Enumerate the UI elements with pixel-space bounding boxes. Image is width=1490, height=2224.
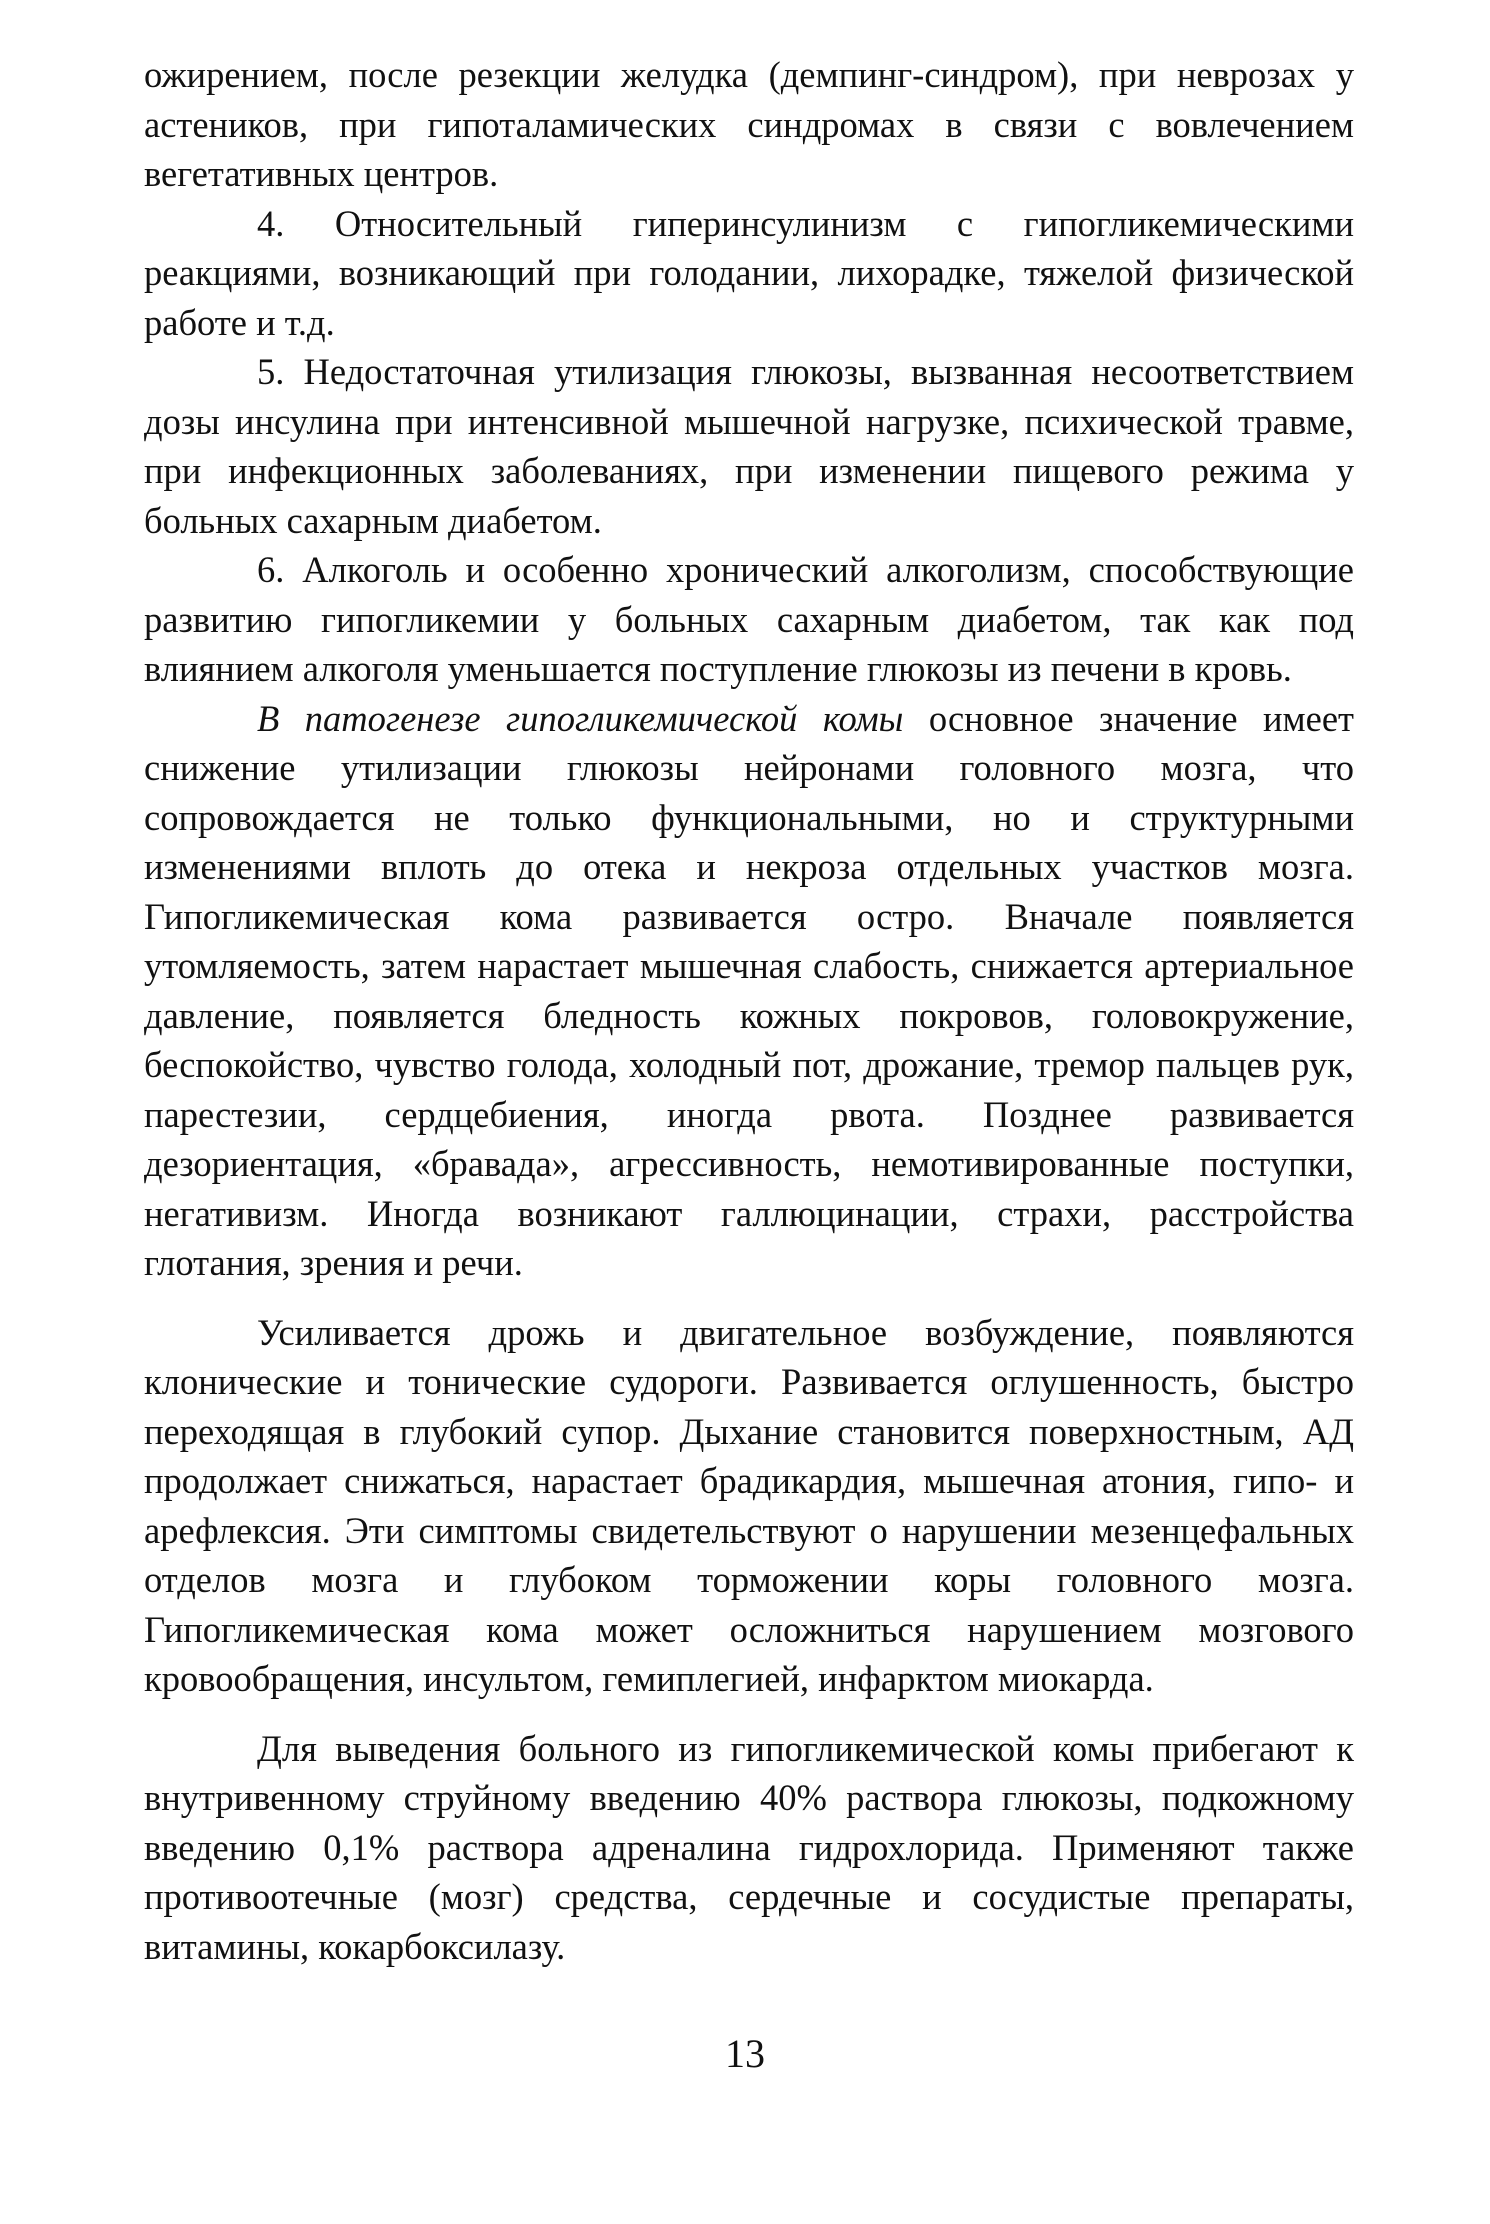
paragraph-continuation: ожирением, после резекции желудка (демпинг-синдром), при неврозах у астеников, при гипоталамических синдромах в связи с вовлечением вегетативных центров. [144, 54, 1354, 194]
page-body [144, 50, 1354, 1971]
list-item-4: 4. Относительный гиперинсулинизм с гипогликемическими реакциями, возникающий при голодании, лихорадке, тяжелой физической работе и т.д. [144, 202, 1354, 343]
paragraph-symptoms: Усиливается дрожь и двигательное возбуждение, появляются клонические и тонические судороги. Развивается оглушенность, быстро переходящая в глубокий супор. Дыхание становится поверхностным, АД продолжает снижаться, нарастает брадикардия, мышечная атония, гипо- и арефлексия. Эти симптомы свидетельствуют о нарушении мезенцефальных отделов мозга и глубоком торможении коры головного мозга. Гипогликемическая кома может осложниться нарушением мозгового кровообращения, инсультом, гемиплегией, инфарктом миокарда. [144, 1311, 1354, 1699]
list-item-6: 6. Алкоголь и особенно хронический алкоголизм, способствующие развитию гипогликемии у больных сахарным диабетом, так как под влиянием алкоголя уменьшается поступление глюкозы из печени в кровь. [144, 549, 1354, 689]
list-item-5: 5. Недостаточная утилизация глюкозы, вызванная несоответствием дозы инсулина при интенсивной мышечной нагрузке, психической травме, при инфекционных заболеваниях, при изменении пищевого режима у больных сахарным диабетом. [144, 351, 1354, 541]
pathogenesis-italic-lead: В патогенезе гипогликемической комы [257, 697, 904, 739]
paragraph-pathogenesis [144, 694, 1354, 1288]
page-number: 13 [725, 2031, 765, 2076]
paragraph-treatment: Для выведения больного из гипогликемической комы прибегают к внутривенному струйному введению 40% раствора глюкозы, подкожному введению 0,1% раствора адреналина гидрохлорида. Применяют также противоотечные (мозг) средства, сердечные и сосудистые препараты, витамины, кокарбоксилазу. [144, 1727, 1354, 1967]
pathogenesis-text: основное значение имеет снижение утилизации глюкозы нейронами головного мозга, что сопровождается не только функциональными, но и структурными изменениями вплоть до отека и некроза отдельных участков мозга. Гипогликемическая кома развивается остро. Вначале появляется утомляемость, затем нарастает мышечная слабость, снижается артериальное давление, появляется бледность кожных покровов, головокружение, беспокойство, чувство голода, холодный пот, дрожание, тремор пальцев рук, парестезии, сердцебиения, иногда рвота. Позднее развивается дезориентация, «бравада», агрессивность, немотивированные поступки, негативизм. Иногда возникают галлюцинации, страхи, расстройства глотания, зрения и речи. [144, 697, 1354, 1283]
